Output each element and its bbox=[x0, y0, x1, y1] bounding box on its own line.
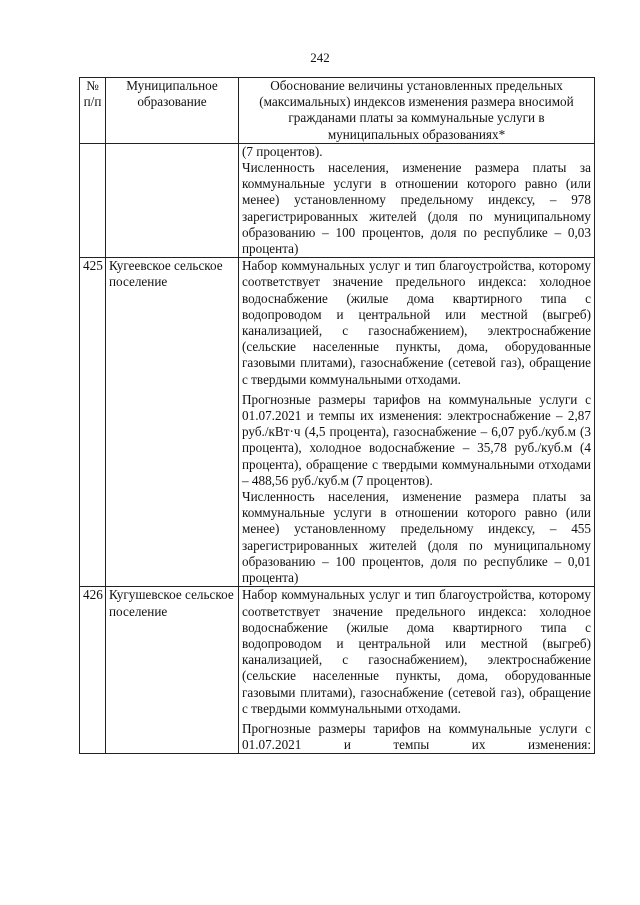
paragraph: Численность населения, изменение размера платы за коммунальные услуги в отношении которого равно (или менее) установленному предельному индексу, – 455 зарегистрированных жителей (доля по муниципальному образованию – 100 процентов, доля по республике – 0,01 процента) bbox=[242, 489, 591, 586]
table-row bbox=[80, 258, 595, 587]
paragraph: (7 процентов). bbox=[242, 143, 323, 159]
paragraph: Набор коммунальных услуг и тип благоустройства, которому соответствует значение предельного индекса: холодное водоснабжение (жилые дома квартирного типа с водопроводом и центральной или местной (выгреб) канализацией, с газоснабжением), электроснабжение (сельские населенные пункты, дома, оборудованные газовыми плитами), газоснабжение (сетевой газ), обращение с твердыми коммунальными отходами. bbox=[242, 258, 591, 387]
row-num: 426 bbox=[80, 587, 106, 754]
paragraph: Набор коммунальных услуг и тип благоустройства, которому соответствует значение предельного индекса: холодное водоснабжение (жилые дома квартирного типа с водопроводом и центральной или местной (выгреб) канализацией, с газоснабжением), электроснабжение (сельские населенные пункты, дома, оборудованные газовыми плитами), газоснабжение (сетевой газ), обращение с твердыми коммунальными отходами. bbox=[242, 587, 591, 716]
table-header-row bbox=[80, 78, 595, 144]
row-num bbox=[80, 143, 106, 257]
page-number: 242 bbox=[310, 50, 330, 65]
row-basis bbox=[239, 258, 595, 587]
header-num: № п/п bbox=[80, 78, 106, 144]
header-basis: Обоснование величины установленных предельных (максимальных) индексов изменения размера вносимой гражданами платы за коммунальные услуги в муниципальных образованиях* bbox=[239, 78, 595, 144]
paragraph: Прогнозные размеры тарифов на коммунальные услуги с 01.07.2021 и темпы их изменения: bbox=[242, 720, 591, 753]
paragraph: Численность населения, изменение размера платы за коммунальные услуги в отношении которого равно (или менее) установленному предельному индексу, – 978 зарегистрированных жителей (доля по муниципальному образованию – 100 процентов, доля по республике – 0,03 процента) bbox=[242, 160, 591, 257]
row-municipality bbox=[106, 143, 239, 257]
paragraph: Прогнозные размеры тарифов на коммунальные услуги с 01.07.2021 и темпы их изменения: электроснабжение – 2,87 руб./кВт·ч (4,5 процента), газоснабжение – 6,07 руб./куб.м (3 процента), холодное водоснабжение – 35,78 руб./куб.м (4 процента), обращение с твердыми коммунальными отходами – 488,56 руб./куб.м (7 процентов). bbox=[242, 391, 591, 488]
row-municipality: Кугеевское сельское поселение bbox=[106, 258, 239, 587]
table-row bbox=[80, 143, 595, 257]
indices-table bbox=[79, 77, 595, 754]
header-municipality: Муниципальное образование bbox=[106, 78, 239, 144]
row-num: 425 bbox=[80, 258, 106, 587]
row-municipality: Кугушевское сельское поселение bbox=[106, 587, 239, 754]
row-basis bbox=[239, 587, 595, 754]
row-basis bbox=[239, 143, 595, 257]
table-row bbox=[80, 587, 595, 754]
